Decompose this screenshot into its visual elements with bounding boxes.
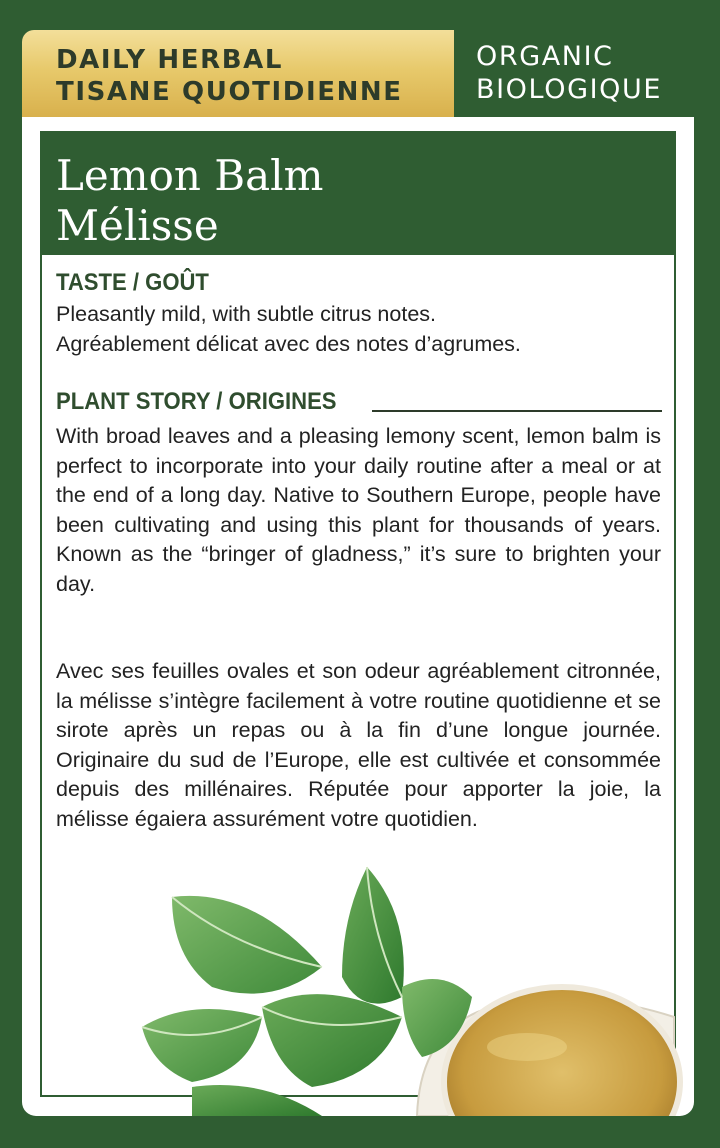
product-title-fr: Mélisse bbox=[56, 201, 219, 250]
info-card bbox=[22, 117, 694, 1116]
taste-text-fr: Agréablement délicat avec des notes d’agrumes. bbox=[56, 331, 521, 356]
product-title-en: Lemon Balm bbox=[56, 151, 324, 200]
plant-story-en: With broad leaves and a pleasing lemony scent, lemon balm is perfect to incorporate into your daily routine after a meal or at the end of a long day. Native to Southern Europe, people have been cultivating and using this plant for thousands of years. Known as the “bringer of gladness,” it’s sure to brighten your day. bbox=[56, 424, 661, 596]
tab-line-1: DAILY HERBAL bbox=[56, 45, 284, 75]
organic-label bbox=[476, 40, 712, 106]
product-title bbox=[40, 131, 676, 255]
leaves-and-tea-illustration bbox=[22, 857, 694, 1116]
heading-rule bbox=[372, 410, 662, 412]
plant-story-fr: Avec ses feuilles ovales et son odeur agréablement citronnée, la mélisse s’intègre facilement à votre routine quotidienne et se sirote après un repas ou à la fin d’une longue journée. Originaire du sud de l’Europe, elle est cultivée et consommée depuis des millénaires. Réputée pour apporter la joie, la mélisse égaiera assurément votre quotidien. bbox=[56, 659, 661, 831]
plant-story-heading: PLANT STORY / ORIGINES bbox=[56, 388, 337, 415]
organic-line-2: BIOLOGIQUE bbox=[476, 74, 663, 105]
tab-line-2: TISANE QUOTIDIENNE bbox=[56, 77, 403, 107]
organic-line-1: ORGANIC bbox=[476, 41, 614, 72]
taste-heading: TASTE / GOÛT bbox=[56, 269, 209, 296]
daily-herbal-tab bbox=[22, 30, 454, 118]
tea-cup-icon bbox=[352, 987, 680, 1116]
taste-description bbox=[56, 300, 661, 359]
taste-text-en: Pleasantly mild, with subtle citrus notes. bbox=[56, 302, 436, 326]
